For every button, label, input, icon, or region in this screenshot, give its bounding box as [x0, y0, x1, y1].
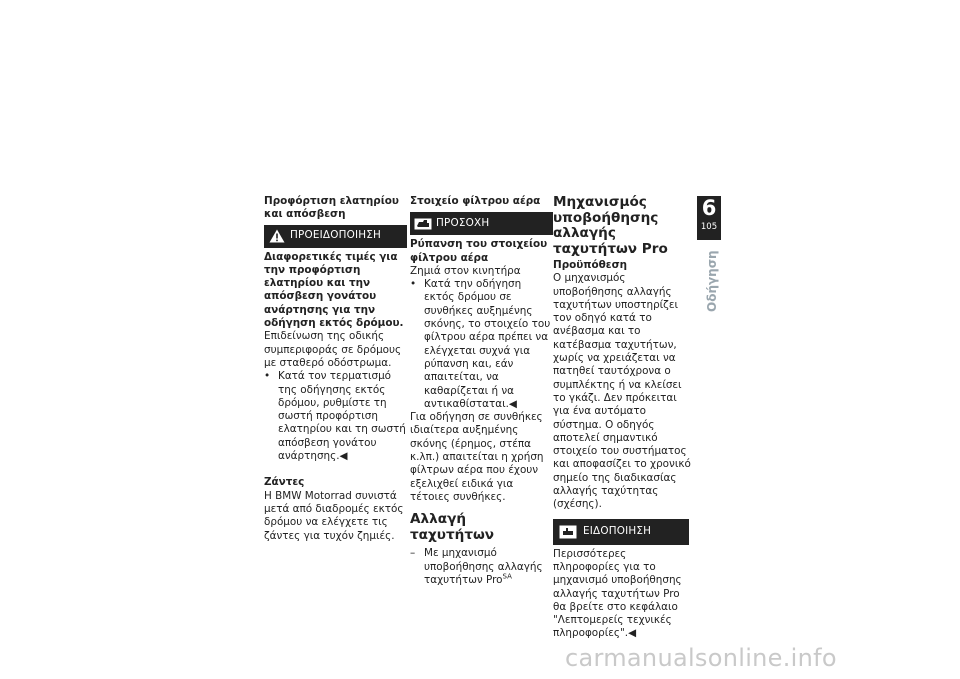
caution-title: Ρύπανση του στοιχείου φίλτρου αέρα — [410, 238, 548, 264]
column-3 — [553, 195, 696, 641]
caution-text: Ζημιά στον κινητήρα — [410, 264, 521, 277]
warning-title: Διαφορετικές τιμές για την προφόρτιση ελατηρίου και την απόσβεση γονάτου ανάρτησης για την οδήγηση εκτός δρόμου. — [264, 250, 404, 330]
chapter-number: 6 — [701, 196, 717, 220]
caution-box — [410, 212, 553, 235]
warning-label: ΠΡΟΕΙΔΟΠΟΙΗΣΗ — [290, 229, 382, 242]
caution-label: ΠΡΟΣΟΧΗ — [436, 217, 490, 230]
dash-icon: – — [410, 547, 416, 560]
list-item: • Κατά τον τερματισμό της οδήγησης εκτός δρόμου, ρυθμίστε τη σωστή προφόρτιση ελατηρίου και τη σωστή απόσβεση γονάτου ανάρτησης.◀ — [264, 370, 406, 463]
subheading-precondition: Προϋπόθεση — [553, 259, 628, 271]
page-number: 105 — [700, 222, 718, 232]
bullet-icon: • — [410, 278, 417, 291]
list-item: – Με μηχανισμό υποβοήθησης αλλαγής ταχυτήτων Pro$^{SA}$ — [410, 547, 543, 586]
bullet-icon: • — [264, 370, 271, 383]
list-item: • Κατά την οδήγηση εκτός δρόμου σε συνθήκες αυξημένης σκόνης, το στοιχείο του φίλτρου αέρα πρέπει να ελέγχεται συχνά για ρύπανση και, εάν απαιτείται, να καθαρίζεται ή να αντικαθίσταται.◀ — [410, 278, 551, 410]
notice-hand-icon — [553, 525, 583, 539]
notice-text: Περισσότερες πληροφορίες για το μηχανισμό υποβοήθησης αλλαγής ταχυτήτων Pro θα βρείτε στο κεφάλαιο "Λεπτομερείς τεχνικές πληροφορίες".◀ — [553, 547, 682, 640]
rims-text: Η BMW Motorrad συνιστά μετά από διαδρομές εκτός δρόμου να ελέγχετε τις ζάντες για τυχόν ζημιές. — [264, 489, 404, 542]
caution-engine-icon — [410, 218, 436, 230]
chapter-side-title: Οδήγηση — [705, 250, 719, 312]
main-heading-gearshift: Αλλαγή ταχυτήτων — [410, 511, 495, 543]
warning-triangle-icon — [264, 229, 290, 243]
notice-label: ΕΙΔΟΠΟΙΗΣΗ — [583, 524, 652, 537]
subheading-rims: Ζάντες — [264, 476, 305, 489]
section-heading: Προφόρτιση ελατηρίου και απόσβεση — [264, 195, 399, 221]
column-2 — [410, 195, 553, 587]
warning-box — [264, 225, 407, 248]
warning-text: Επιδείνωση της οδικής συμπεριφοράς σε δρόμους με σταθερό οδόστρωμα. — [264, 330, 402, 369]
column-1 — [264, 195, 407, 543]
watermark: carmanualsonline.info — [565, 644, 837, 672]
main-heading-shift-assistant: Μηχανισμός υποβοήθησης αλλαγής ταχυτήτων Pro — [553, 194, 668, 257]
notice-box — [553, 519, 689, 545]
section-heading: Στοιχείο φίλτρου αέρα — [410, 195, 541, 207]
shift-assistant-text: Ο μηχανισμός υποβοήθησης αλλαγής ταχυτήτων υποστηρίζει τον οδηγό κατά το ανέβασμα και το κατέβασμα ταχυτήτων, χωρίς να χρειάζεται να πατηθεί ταυτόχρονα ο συμπλέκτης ή να κλείσει το γκάζι. Δεν πρόκειται για ένα αυτόματο σύστημα. Ο οδηγός αποτελεί σημαντικό στοιχείο του συστήματος και αποφασίζει το χρονικό σημείο της διαδικασίας αλλαγής ταχύτητας (σχέσης). — [553, 272, 691, 511]
air-filter-text: Για οδήγηση σε συνθήκες ιδιαίτερα αυξημένης σκόνης (έρημος, στέπα κ.λπ.) απαιτείται η χρήση φίλτρων αέρα που έχουν εξελιχθεί ειδικά για τέτοιες συνθήκες. — [410, 411, 544, 503]
chapter-tab — [697, 196, 721, 240]
